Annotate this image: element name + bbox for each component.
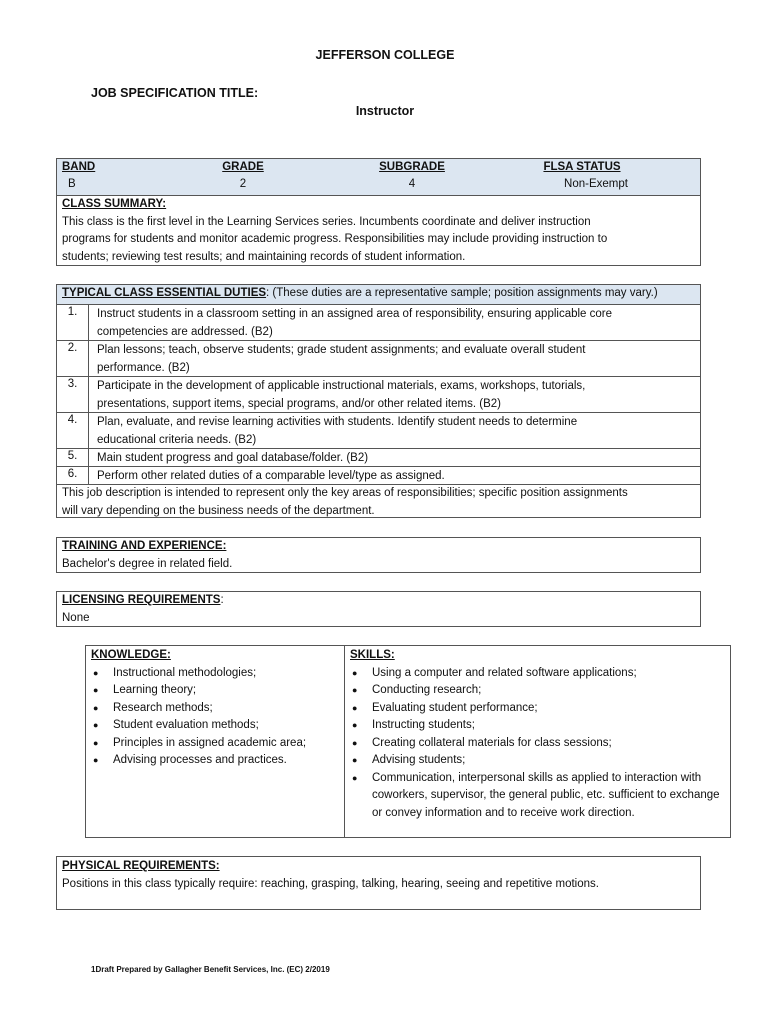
training-text: Bachelor's degree in related field.	[62, 557, 233, 570]
band-value: B	[68, 178, 76, 190]
skills-item: ● Creating collateral materials for class sessions;	[350, 735, 722, 753]
skills-item: ● Evaluating student performance;	[350, 700, 722, 718]
skills-item: ● Instructing students;	[350, 717, 722, 735]
licensing-heading: LICENSING REQUIREMENTS	[62, 594, 221, 606]
skills-heading: SKILLS:	[350, 649, 395, 661]
licensing-text: None	[62, 611, 90, 624]
job-spec-title: Instructor	[355, 104, 415, 118]
knowledge-item: ● Principles in assigned academic area;	[91, 735, 341, 753]
job-spec-title-label: JOB SPECIFICATION TITLE:	[91, 86, 259, 100]
duty-row	[57, 304, 700, 340]
duties-heading-note: : (These duties are a representative sample; position assignments may vary.)	[266, 287, 658, 299]
flsa-status-header: FLSA STATUS	[543, 161, 621, 173]
knowledge-skills-table	[85, 645, 731, 838]
duties-footer-line: This job description is intended to represent only the key areas of responsibilities; specific position assignments	[62, 487, 628, 499]
essential-duties-box	[56, 284, 701, 518]
duty-number: 2.	[57, 341, 89, 376]
training-experience-box	[56, 537, 701, 573]
college-name: JEFFERSON COLLEGE	[315, 48, 455, 62]
physical-heading: PHYSICAL REQUIREMENTS:	[62, 860, 220, 872]
duty-row	[57, 466, 700, 484]
licensing-box	[56, 591, 701, 627]
class-summary-line: programs for students and monitor academic progress. Responsibilities may include providing instruction to	[62, 233, 608, 245]
physical-requirements-box	[56, 856, 701, 910]
subgrade-header: SUBGRADE	[379, 161, 445, 173]
training-heading: TRAINING AND EXPERIENCE:	[62, 540, 227, 552]
duties-heading: TYPICAL CLASS ESSENTIAL DUTIES	[62, 287, 267, 299]
duties-footer	[57, 484, 700, 518]
duty-text: performance. (B2)	[97, 361, 190, 374]
knowledge-column	[91, 647, 341, 770]
licensing-colon: :	[220, 594, 224, 606]
skills-item: ● Communication, interpersonal skills as applied to interaction with coworkers, supervisor, the general public, etc. sufficient to exchange or convey information and to receive work direction.	[350, 770, 722, 823]
classification-summary-box	[56, 158, 701, 266]
duty-number: 1.	[57, 305, 89, 340]
knowledge-item: ● Instructional methodologies;	[91, 665, 341, 683]
duty-row	[57, 340, 700, 376]
duties-footer-line: will vary depending on the business needs of the department.	[62, 504, 375, 517]
knowledge-heading: KNOWLEDGE:	[91, 649, 171, 661]
skills-item: ● Advising students;	[350, 752, 722, 770]
knowledge-item: ● Research methods;	[91, 700, 341, 718]
skills-item: ● Using a computer and related software applications;	[350, 665, 722, 683]
duty-row	[57, 448, 700, 466]
band-header: BAND	[62, 161, 96, 173]
knowledge-item: ● Learning theory;	[91, 682, 341, 700]
duty-row	[57, 412, 700, 448]
knowledge-item: ● Advising processes and practices.	[91, 752, 341, 770]
duty-text: Participate in the development of applicable instructional materials, exams, workshops, tutorials,	[97, 380, 586, 392]
class-summary-line: students; reviewing test results; and maintaining records of student information.	[62, 250, 466, 263]
duty-text: Main student progress and goal database/folder. (B2)	[97, 452, 369, 464]
duty-number: 5.	[57, 449, 89, 466]
duty-text: Perform other related duties of a comparable level/type as assigned.	[97, 470, 445, 482]
duty-number: 3.	[57, 377, 89, 412]
class-summary-heading: CLASS SUMMARY:	[62, 198, 167, 210]
duty-number: 6.	[57, 467, 89, 484]
duty-text: presentations, support items, special programs, and/or other related items. (B2)	[97, 397, 501, 410]
skills-item: ● Conducting research;	[350, 682, 722, 700]
duty-text: Instruct students in a classroom setting in an assigned area of responsibility, ensuring applicable core	[97, 308, 613, 320]
skills-column	[350, 647, 722, 822]
duties-heading-row	[57, 285, 700, 304]
footer-note: 1Draft Prepared by Gallagher Benefit Services, Inc. (EC) 2/2019	[91, 965, 330, 974]
column-divider	[344, 646, 345, 837]
duty-row	[57, 376, 700, 412]
knowledge-item: ● Student evaluation methods;	[91, 717, 341, 735]
subgrade-value: 4	[408, 178, 416, 190]
duty-text: Plan lessons; teach, observe students; grade student assignments; and evaluate overall student	[97, 344, 586, 356]
duty-text: competencies are addressed. (B2)	[97, 325, 273, 338]
class-summary	[62, 196, 696, 266]
flsa-status-value: Non-Exempt	[564, 178, 628, 190]
duty-number: 4.	[57, 413, 89, 448]
duty-text: educational criteria needs. (B2)	[97, 433, 257, 446]
duty-text: Plan, evaluate, and revise learning activities with students. Identify student needs to determine	[97, 416, 578, 428]
physical-text: Positions in this class typically require: reaching, grasping, talking, hearing, seeing and repetitive motions.	[62, 877, 599, 890]
grade-value: 2	[239, 178, 247, 190]
grade-header: GRADE	[222, 161, 264, 173]
class-summary-line: This class is the first level in the Learning Services series. Incumbents coordinate and deliver instruction	[62, 215, 591, 228]
